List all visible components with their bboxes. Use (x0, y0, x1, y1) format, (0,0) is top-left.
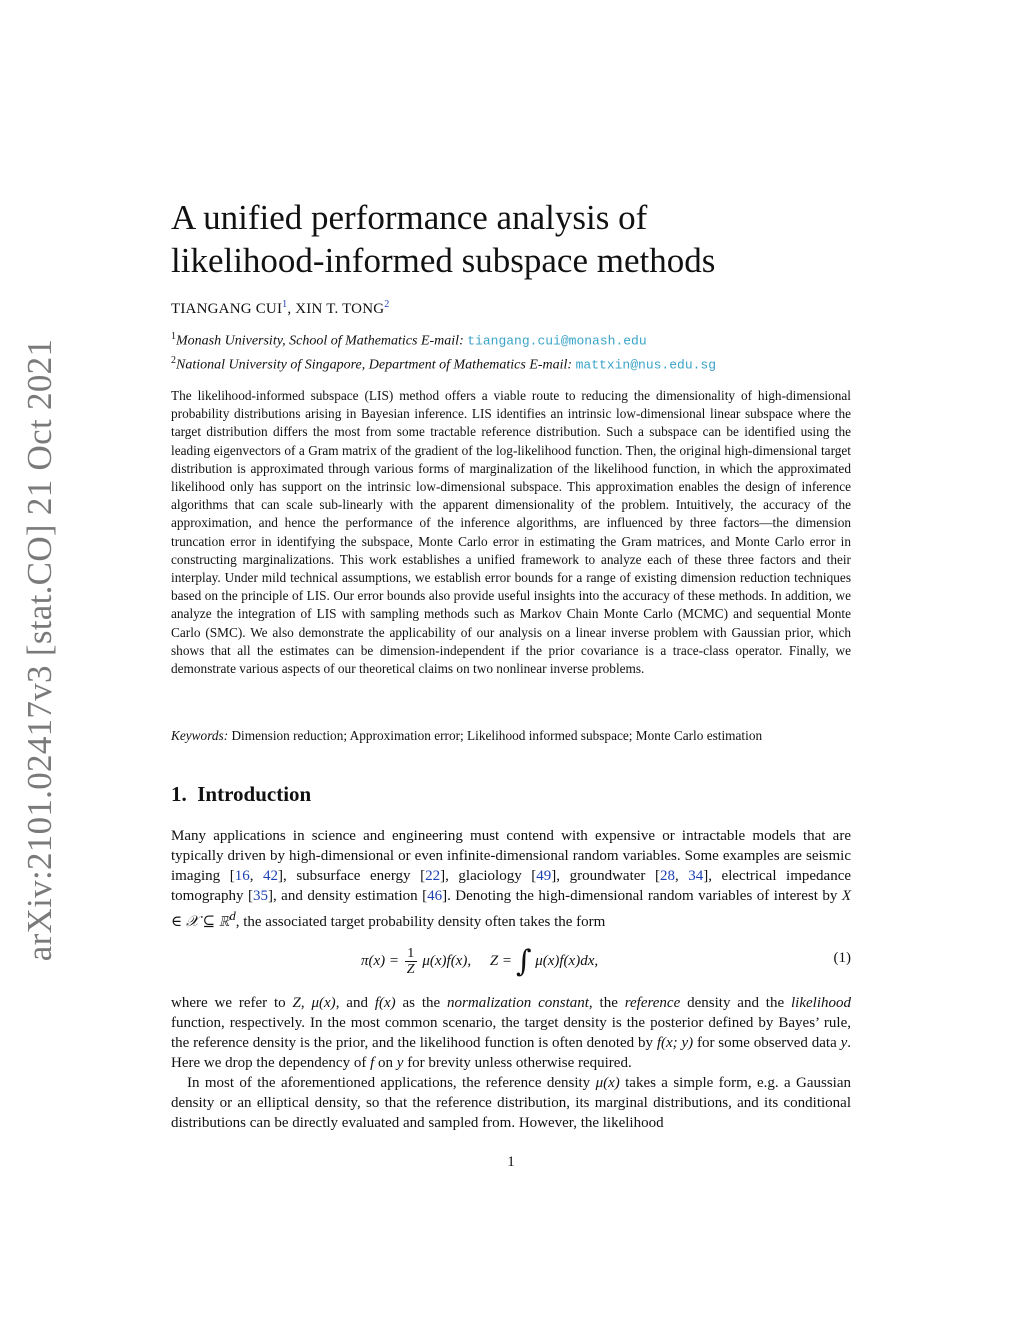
math-inline: f(x; y) (656, 1035, 694, 1051)
equation-number: (1) (833, 950, 851, 966)
author-separator: , (287, 301, 296, 317)
equation-middle: μ(x)f(x), Z = (418, 952, 516, 969)
text-run: function, respectively. In the most common scenario, the target density is the posterior defined by Bayes’ rule, the reference density is the prior, and the likelihood function is often denoted by (171, 1015, 851, 1051)
emphasis: normalization constant (447, 995, 589, 1011)
affiliation-text: National University of Singapore, Department of Mathematics E-mail: (176, 357, 576, 373)
text-run: where we refer to (171, 995, 293, 1011)
section-title-text: Introduction (197, 782, 312, 806)
affiliations (171, 327, 716, 374)
text-run: , (300, 995, 312, 1011)
paper-title (171, 196, 851, 282)
text-run: ], subsurface energy [ (278, 868, 426, 884)
citation-link[interactable]: 35 (252, 888, 268, 904)
text-run: , (249, 868, 264, 884)
citation-link[interactable]: 34 (688, 868, 704, 884)
text-run: , the (588, 995, 625, 1011)
page-number: 1 (507, 1154, 515, 1170)
citation-link[interactable]: 42 (263, 868, 279, 884)
citation-link[interactable]: 49 (536, 868, 552, 884)
affiliation-link[interactable]: 1 (282, 299, 288, 310)
text-run: ]. Denoting the high-dimensional random variables of interest by (442, 888, 842, 904)
text-run: takes a simple form, e.g. a Gaussian density or an elliptical density, so that the reference distribution, its marginal distributions, and its conditional distributions can be directly evaluated and sampled from. However, the likelihood (171, 1075, 851, 1131)
title-line-1: A unified performance analysis of (171, 198, 648, 237)
keywords (171, 728, 851, 744)
equation-1 (171, 940, 851, 980)
fraction-denominator: Z (406, 962, 415, 977)
affiliation-item (171, 351, 716, 375)
affiliation-marker: 1 (171, 331, 176, 342)
text-run: on (374, 1055, 397, 1071)
affiliation-link[interactable]: 2 (384, 299, 390, 310)
affiliation-text: Monash University, School of Mathematics E-mail: (176, 333, 468, 349)
math-inline: y (396, 1055, 404, 1071)
affiliation-marker: 2 (171, 354, 176, 366)
text-run: , and (335, 995, 375, 1011)
equation-body (361, 944, 598, 979)
affiliation-item (171, 327, 716, 351)
math-inline: μ(x) (595, 1075, 620, 1091)
math-inline: Z (292, 995, 301, 1011)
text-run: , the associated target probability density often takes the form (235, 914, 606, 930)
section-heading (171, 782, 311, 807)
math-inline: y (840, 1035, 848, 1051)
math-inline: X ∈ 𝒳 ⊆ ℝ (171, 888, 852, 930)
text-run: ], glaciology [ (440, 868, 537, 884)
title-line-2: likelihood-informed subspace methods (171, 241, 716, 280)
intro-paragraph-3 (171, 1073, 851, 1133)
integral-sign: ∫ (515, 944, 532, 979)
math-inline: μ(x) (311, 995, 336, 1011)
fraction-numerator: 1 (405, 946, 417, 962)
math-inline: f(x) (374, 995, 396, 1011)
citation-link[interactable]: 22 (425, 868, 441, 884)
math-inline: f (370, 1055, 375, 1071)
citation-link[interactable]: 16 (234, 868, 250, 884)
citation-link[interactable]: 46 (427, 888, 443, 904)
text-run: Many applications in science and engineering must contend with expensive or intractable models that are typically driven by high-dimensional or even infinite-dimensional random variables. Some examples are seismic imaging [ (171, 828, 851, 884)
text-run: ], groundwater [ (551, 868, 660, 884)
text-run: for brevity unless otherwise required. (403, 1055, 632, 1071)
emphasis: reference (624, 995, 681, 1011)
author-name: XIN T. TONG (295, 301, 385, 317)
text-run: ], electrical impedance tomography [ (171, 868, 852, 904)
equation-lhs: π(x) = (361, 952, 403, 969)
email-link[interactable]: tiangang.cui@monash.edu (467, 333, 647, 349)
citation-link[interactable]: 28 (659, 868, 675, 884)
equation-rhs: μ(x)f(x)dx, (531, 952, 599, 969)
intro-paragraph-2 (171, 993, 851, 1073)
math-superscript: d (229, 909, 236, 923)
author-list (171, 299, 389, 318)
author-name: TIANGANG CUI (171, 301, 283, 317)
emphasis: likelihood (791, 995, 851, 1011)
section-number: 1. (171, 782, 187, 806)
text-run: ], and density estimation [ (267, 888, 428, 904)
keywords-text: Dimension reduction; Approximation error; Likelihood informed subspace; Monte Carlo estimation (228, 728, 763, 743)
arxiv-identifier: arXiv:2101.02417v3 [stat.CO] 21 Oct 2021 (20, 338, 59, 962)
arxiv-sidebar (0, 330, 80, 970)
fraction (405, 946, 417, 977)
text-run: for some observed data (693, 1035, 841, 1051)
keywords-label: Keywords: (171, 728, 229, 743)
text-run: as the (395, 995, 448, 1011)
text-run: . Here we drop the dependency of (171, 1035, 851, 1071)
text-run: density and the (680, 995, 791, 1011)
intro-paragraph-1 (171, 826, 851, 932)
text-run: , (674, 868, 689, 884)
email-link[interactable]: mattxin@nus.edu.sg (575, 357, 717, 373)
abstract: The likelihood-informed subspace (LIS) method offers a viable route to reducing the dimensionality of high-dimensional probability distributions arising in Bayesian inference. LIS identifies an intrinsic low-dimensional linear subspace where the target distribution differs the most from some tractable reference distribution. Such a subspace can be identified using the leading eigenvectors of a Gram matrix of the gradient of the log-likelihood function. Then, the original high-dimensional target distribution is approximated through various forms of marginalization of the likelihood function, in which the approximated likelihood only has support on the intrinsic low-dimensional subspace. This approximation enables the design of inference algorithms that can scale sub-linearly with the apparent dimensionality of the problem. Intuitively, the accuracy of the approximation, and hence the performance of the inference algorithms, are influenced by three factors—the dimension truncation error in identifying the subspace, Monte Carlo error in estimating the Gram matrices, and Monte Carlo error in constructing marginalizations. This work establishes a unified framework to analyze each of these three factors and their interplay. Under mild technical assumptions, we establish error bounds for a range of existing dimension reduction techniques based on the principle of LIS. Our error bounds also provide useful insights into the accuracy of these methods. In addition, we analyze the integration of LIS with sampling methods such as Markov Chain Monte Carlo (MCMC) and sequential Monte Carlo (SMC). We also demonstrate the applicability of our analysis on a linear inverse problem with Gaussian prior, which shows that all the estimates can be dimension-independent if the prior covariance is a trace-class operator. Finally, we demonstrate various aspects of our theoretical claims on two nonlinear inverse problems. (171, 388, 851, 677)
text-run: In most of the aforementioned applications, the reference density (187, 1075, 596, 1091)
